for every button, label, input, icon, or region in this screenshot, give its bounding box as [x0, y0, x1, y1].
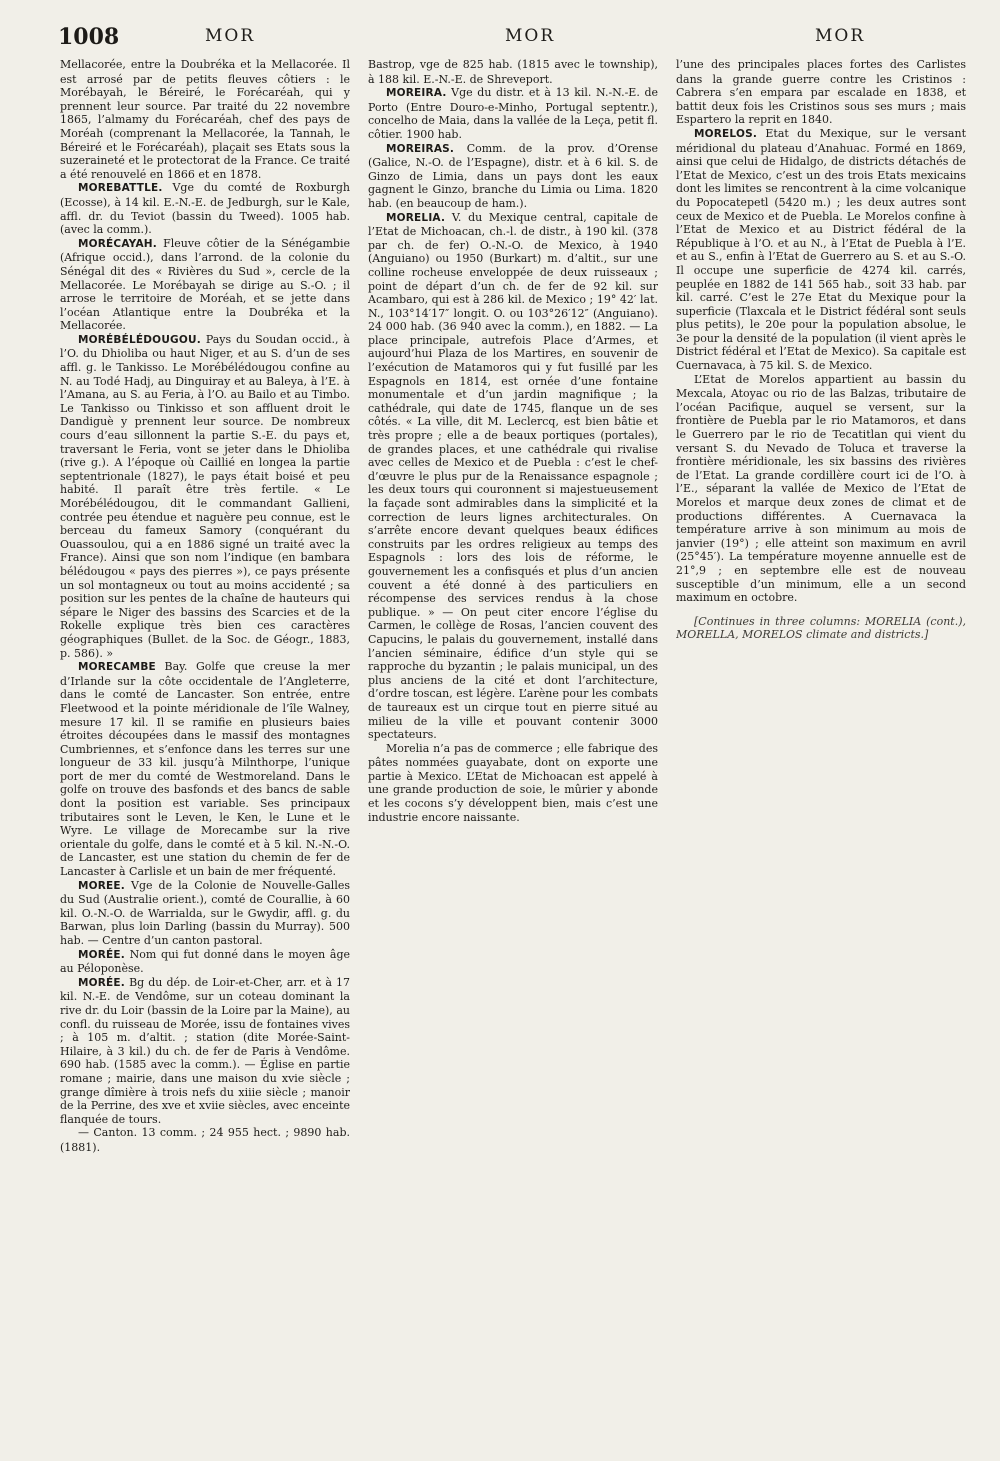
entry-text: Vge de la Colonie de Nouvelle-Galles du Sud (Australie orient.), comté de Courallie, à 60 kil. O.-N.-O. de Warrialda, sur le Gwydir, affl. g. du Barwan, plus loin Darling (bassin du Murray). 500 hab. — Centre d’un canton pastoral.	[60, 878, 350, 947]
entry-text: Mellacorée, entre la Doubréka et la Mellacorée. Il est arrosé par de petits fleuves côtiers : le Morébayah, le Béreiré, le Forécaréah, qui y prennent leur source. Par traité du 22 novembre 1865, l’almamy du Forécaréah, chef des pays de Moréah (comprenant la Mellacorée, la Tannah, le Béreiré et le Forécaréah), plaçait ses Etats sous la suzeraineté et le protectorat de la France. Ce traité a été renouvelé en 1866 et en 1878.	[60, 58, 350, 181]
headword: MOREIRAS.	[386, 142, 455, 155]
entry-text: Vge du distr. et à 13 kil. N.-N.-E. de Porto (Entre Douro-e-Minho, Portugal septentr.), concelho de Maia, dans la vallée de la Leça, petit fl. côtier. 1900 hab.	[368, 86, 658, 141]
headword: MORÉCAYAH.	[78, 237, 157, 250]
entry	[60, 660, 350, 879]
entry	[676, 373, 966, 605]
entry-text: Vge du comté de Roxburgh (Ecosse), à 14 kil. E.-N.-E. de Jedburgh, sur le Kale, affl. dr. du Teviot (bassin du Tweed). 1005 hab. (avec la comm.).	[60, 181, 350, 237]
entry-text: Bg du dép. de Loir-et-Cher, arr. et à 17 kil. N.-E. de Vendôme, sur un coteau dominant la rive dr. du Loir (bassin de la Loire par la Maine), au confl. du ruisseau de Morée, issu de fontaines vives ; à 105 m. d’altit. ; station (dite Morée-Saint-Hilaire, à 3 kil.) du ch. de fer de Paris à Vendôme. 690 hab. (1585 avec la comm.). — Église en partie romane ; mairie, dans une maison du xvie siècle ; grange dîmière à trois nefs du xiiie siècle ; manoir de la Perrine, des xve et xviie siècles, avec enceinte flanquée de tours.	[60, 975, 350, 1126]
entry	[368, 211, 658, 742]
entry-text: Pays du Soudan occid., à l’O. du Dhioliba ou haut Niger, et au S. d’un de ses affl. g. le Tankisso. Le Morébélédougou confine au N. au Todé Hadj, au Dinguiray et au Baleya, à l’E. à l’Amana, au S. au Feria, à l’O. au Bailo et au Timbo. Le Tankisso ou Tinkisso et son affluent droit le Dandiguè y prennent leur source. De nombreux cours d’eau sillonnent la partie S.-E. du pays et, traversant le Feria, vont se jeter dans le Dhioliba (rive g.). A l’époque où Caillié en longea la partie septentrionale (1827), le pays était boisé et peu habité. Il paraît être très fertile. « Le Morébélédougou, dit le commandant Gallieni, contrée peu étendue et naguère peu connue, est le berceau du fameux Samory (conquérant du Ouassoulou, qui a en 1886 signé un traité avec la France). Ainsi que son nom l’indique (en bambara bélédougou « pays des pierres »), ce pays présente un sol montagneux ou tout au moins accidenté ; sa position sur les pentes de la chaîne de hauteurs qui sépare le Niger des bassins des Scarcies et de la Rokelle explique très bien ces caractères géographiques (Bullet. de la Soc. de Géogr., 1883, p. 586). »	[60, 332, 350, 660]
entry	[60, 1126, 350, 1154]
entry-text: Bay. Golfe que creuse la mer d’Irlande sur la côte occidentale de l’Angleterre, dans le comté de Lancaster. Son entrée, entre Fleetwood et la pointe méridionale de l’île Walney, mesure 17 kil. Il se ramifie en plusieurs baies étroites découpées dans le massif des montagnes Cumbriennes, et s’enfonce dans les terres sur une longueur de 33 kil. jusqu’à Milnthorpe, l’unique port de mer du comté de Westmoreland. Dans le golfe on trouve des basfonds et des bancs de sable dont la position est variable. Ses principaux tributaires sont le Leven, le Ken, le Lune et le Wyre. Le village de Morecambe sur la rive orientale du golfe, dans le comté et à 5 kil. N.-N.-O. de Lancaster, est une station du chemin de fer de Lancaster à Carlisle et un bain de mer fréquenté.	[60, 660, 350, 879]
entry	[60, 237, 350, 333]
text-column	[60, 58, 350, 1453]
headword: MORÉE.	[78, 976, 125, 989]
page-header	[0, 24, 1000, 54]
text-column	[676, 58, 966, 1453]
running-head: MOR	[205, 26, 256, 46]
headword: MORELIA.	[386, 211, 446, 224]
entry-text: V. du Mexique central, capitale de l’Etat de Michoacan, ch.-l. de distr., à 190 kil. (378 par ch. de fer) O.-N.-O. de Mexico, à 1940 (Anguiano) ou 1950 (Burkart) m. d’altit., sur une colline rocheuse enveloppée de deux ruisseaux ; point de départ d’un ch. de fer de 92 kil. sur Acambaro, qui est à 286 kil. de Mexico ; 19° 42′ lat. N., 103°14′17″ longit. O. ou 103°26′12″ (Anguiano). 24 000 hab. (36 940 avec la comm.), en 1882. — La place principale, autrefois Place d’Armes, et aujourd’hui Plaza de los Martires, en souvenir de l’exécution de Matamoros qui y fut fusillé par les Espagnols en 1814, est ornée d’une fontaine monumentale et d’un jardin magnifique ; la cathédrale, qui date de 1745, flanque un de ses côtés. « La ville, dit M. Leclercq, est bien bâtie et très propre ; elle a de beaux portiques (portales), de grandes places, et une cathédrale qui rivalise avec celles de Mexico et de Puebla : c’est le chef-d’œuvre le plus pur de la Renaissance espagnole ; les deux tours qui couronnent si majestueusement la façade sont admirables dans la simplicité et la correction de leurs lignes architecturales. On s’arrête encore devant quelques beaux édifices construits par les ordres religieux au temps des Espagnols : lors des lois de réforme, le gouvernement les a confisqués et plus d’un ancien couvent a été donné à des particuliers en récompense des services rendus à la chose publique. » — On peut citer encore l’église du Carmen, le collège de Rosas, l’ancien couvent des Capucins, le palais du gouvernement, installé dans l’ancien séminaire, édifice d’un style qui se rapproche du byzantin ; le palais municipal, un des plus anciens de la cité et dont l’architecture, d’ordre toscan, est légère. L’arène pour les combats de taureaux est un cirque tout en pierre situé au milieu de la ville et pouvant contenir 3000 spectateurs.	[368, 210, 658, 742]
entry-text: Fleuve côtier de la Sénégambie (Afrique occid.), dans l’arrond. de la colonie du Sénégal dit des « Rivières du Sud », cercle de la Mellacorée. Le Morébayah se dirige au S.-O. ; il arrose le territoire de Moréah, et se jette dans l’océan Atlantique entre la Doubréka et la Mellacorée.	[60, 236, 350, 333]
entry	[60, 333, 350, 660]
entry	[368, 58, 658, 86]
entry-text: l’une des principales places fortes des Carlistes dans la grande guerre contre les Cristinos : Cabrera s’en empara par escalade en 1838, et battit deux fois les Cristinos sous ses murs ; mais Espartero la reprit en 1840.	[676, 58, 966, 127]
running-head: MOR	[815, 26, 866, 46]
headword: MORÉBÉLÉDOUGOU.	[78, 333, 201, 346]
entry	[60, 181, 350, 236]
headword: MORELOS.	[694, 127, 758, 140]
text-column	[368, 58, 658, 1453]
entry-text: Nom qui fut donné dans le moyen âge au Péloponèse.	[60, 947, 350, 976]
entry-text: L’Etat de Morelos appartient au bassin du Mexcala, Atoyac ou rio de las Balzas, tributaire de l’océan Pacifique, auquel se versent, sur la frontière de Puebla par le rio Matamoros, et dans le Guerrero par le rio de Tecatitlan qui vient du versant S. du Nevado de Toluca et traverse la frontière méridionale, les six bassins des rivières de l’Etat. La grande cordillère court ici de l’O. à l’E., séparant la vallée de Mexico de l’Etat de Morelos et marque deux zones de climat et de productions différentes. A Cuernavaca la température arrive à son minimum au mois de janvier (19°) ; elle atteint son maximum en avril (25°45′). La température moyenne annuelle est de 21°,9 ; en septembre elle est de nouveau susceptible d’un minimum, elle a un second maximum en octobre.	[676, 372, 966, 605]
running-head: MOR	[505, 26, 556, 46]
entry-text: — Canton. 13 comm. ; 24 955 hect. ; 9890 hab. (1881).	[60, 1126, 350, 1154]
entry	[60, 976, 350, 1127]
headword: MORÉE.	[78, 948, 125, 961]
headword: MOREE.	[78, 879, 125, 892]
headword: MORECAMBE	[78, 661, 156, 674]
entry	[60, 948, 350, 976]
page-number: 1008	[58, 24, 120, 50]
entry-text: Comm. de la prov. d’Orense (Galice, N.-O. de l’Espagne), distr. et à 6 kil. S. de Ginzo de Limia, dans un pays dont les eaux gagnent le Ginzo, branche du Limia ou Lima. 1820 hab. (en beaucoup de ham.).	[368, 141, 658, 210]
entry	[676, 127, 966, 373]
entry-text: Etat du Mexique, sur le versant méridional du plateau d’Anahuac. Formé en 1869, ainsi que celui de Hidalgo, de districts détachés de l’Etat de Mexico, c’est un des trois Etats mexicains dont les limites se rencontrent à la cime volcanique du Popocatepetl (5420 m.) ; les deux autres sont ceux de Mexico et de Puebla. Le Morelos confine à l’Etat de Mexico et au District fédéral de la République à l’O. et au N., à l’Etat de Puebla à l’E. et au S., enfin à l’Etat de Guerrero au S. et au S.-O. Il occupe une superficie de 4274 kil. carrés, peuplée en 1882 de 141 565 hab., soit 33 hab. par kil. carré. C’est le 27e Etat du Mexique pour la superficie (Tlaxcala et le District fédéral sont seuls plus petits), le 20e pour la population absolue, le 3e pour la densité de la population (il vient après le District fédéral et l’Etat de Mexico). Sa capitale est Cuernavaca, à 75 kil. S. de Mexico.	[676, 126, 966, 373]
entry-text: Bastrop, vge de 825 hab. (1815 avec le township), à 188 kil. E.-N.-E. de Shreveport.	[368, 58, 658, 86]
entry	[60, 879, 350, 948]
entry	[676, 58, 966, 127]
entry-text: Morelia n’a pas de commerce ; elle fabrique des pâtes nommées guayabate, dont on exporte une partie à Mexico. L’Etat de Michoacan est appelé à une grande production de soie, le mûrier y abonde et les cocons s’y développent bien, mais c’est une industrie encore naissante.	[368, 741, 658, 824]
entry	[60, 58, 350, 181]
omitted-note: [Continues in three columns: MORELIA (cont.), MORELLA, MORELOS climate and districts.]	[676, 614, 966, 642]
headword: MOREBATTLE.	[78, 182, 163, 195]
entry	[368, 142, 658, 211]
headword: MOREIRA.	[386, 87, 447, 100]
entry	[368, 86, 658, 141]
entry	[368, 742, 658, 825]
